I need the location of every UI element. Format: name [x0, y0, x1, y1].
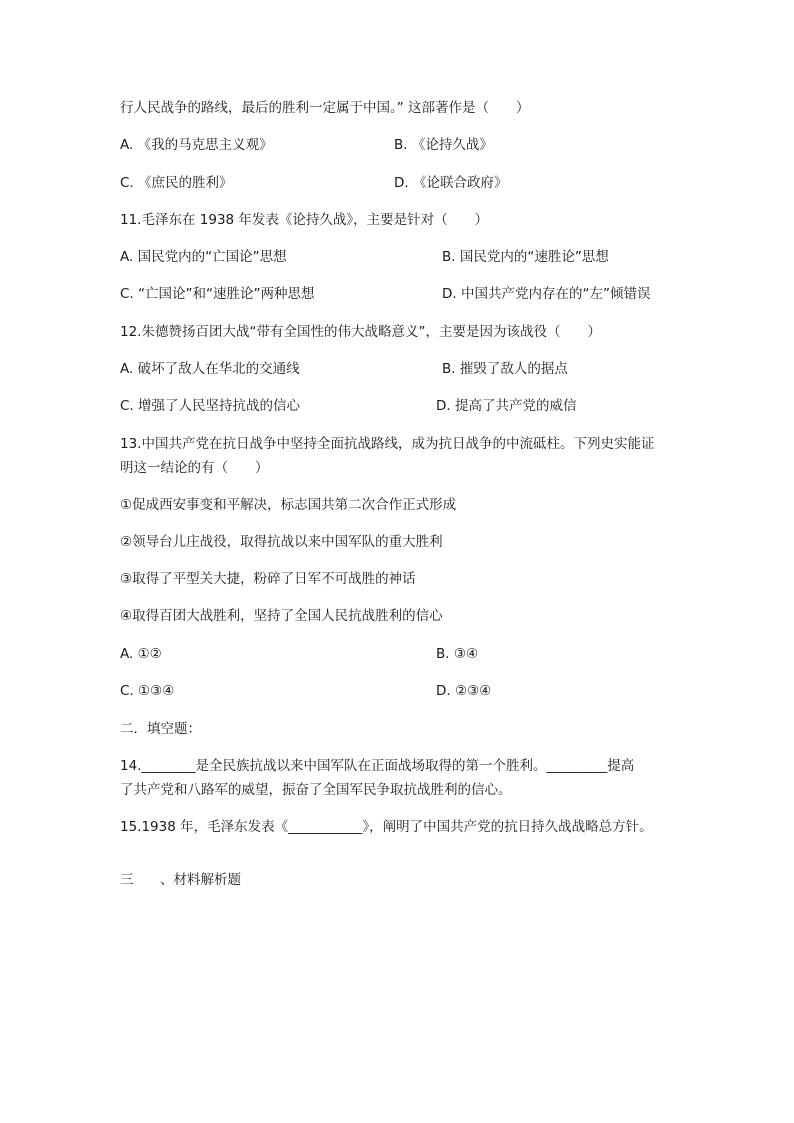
q11-stem: 11.毛泽东在 1938 年发表《论持久战》，主要是针对（ ） [120, 212, 489, 228]
q13-stem-line2: 明这一结论的有（ ） [120, 460, 269, 476]
q10-option-d: D. 《论联合政府》 [394, 175, 508, 191]
q13-statement-1: ①促成西安事变和平解决，标志国共第二次合作正式形成 [120, 497, 457, 513]
q13-statement-3: ③取得了平型关大捷，粉碎了日军不可战胜的神话 [120, 571, 416, 587]
q11-option-b: B. 国民党内的“速胜论”思想 [442, 249, 609, 265]
q10-option-b: B. 《论持久战》 [394, 137, 493, 153]
section3-title: 、材料解析题 [160, 872, 241, 888]
q11-option-d: D. 中国共产党内存在的“左”倾错误 [442, 286, 651, 302]
q11-option-a: A. 国民党内的“亡国论”思想 [120, 249, 287, 265]
q12-option-b: B. 摧毁了敌人的据点 [442, 361, 568, 377]
q15-line1: 15.1938 年，毛泽东发表《___________》，阐明了中国共产党的抗日持久战战略总方针。 [120, 819, 653, 835]
section3-heading [120, 871, 241, 889]
q13-statement-2: ②领导台儿庄战役，取得抗战以来中国军队的重大胜利 [120, 534, 443, 550]
q11-option-c: C. “亡国论”和“速胜论”两种思想 [120, 286, 315, 302]
q13-option-c: C. ①③④ [120, 683, 175, 699]
q13-stem-line1: 13.中国共产党在抗日战争中坚持全面抗战路线，成为抗日战争的中流砥柱。下列史实能证 [120, 436, 655, 452]
section3-number: 三 [120, 872, 134, 888]
q14-line2: 了共产党和八路军的威望，振奋了全国军民争取抗战胜利的信心。 [120, 782, 512, 798]
q12-option-d: D. 提高了共产党的威信 [436, 398, 577, 414]
q10-option-c: C. 《庶民的胜利》 [120, 175, 233, 191]
q12-stem: 12.朱德赞扬百团大战“带有全国性的伟大战略意义”，主要是因为该战役（ ） [120, 324, 601, 340]
section2-heading: 二．填空题： [120, 721, 201, 737]
q13-statement-4: ④取得百团大战胜利，坚持了全国人民抗战胜利的信心 [120, 608, 443, 624]
q14-line1: 14.________是全民族抗战以来中国军队在正面战场取得的第一个胜利。_________提高 [120, 758, 635, 774]
q10-stem-tail: 行人民战争的路线，最后的胜利一定属于中国。” 这部著作是（ ） [120, 100, 530, 116]
q13-option-a: A. ①② [120, 646, 162, 662]
q13-option-d: D. ②③④ [436, 683, 492, 699]
q10-option-a: A. 《我的马克思主义观》 [120, 137, 273, 153]
q12-option-c: C. 增强了人民坚持抗战的信心 [120, 398, 301, 414]
q12-option-a: A. 破坏了敌人在华北的交通线 [120, 361, 300, 377]
q13-option-b: B. ③④ [436, 646, 479, 662]
